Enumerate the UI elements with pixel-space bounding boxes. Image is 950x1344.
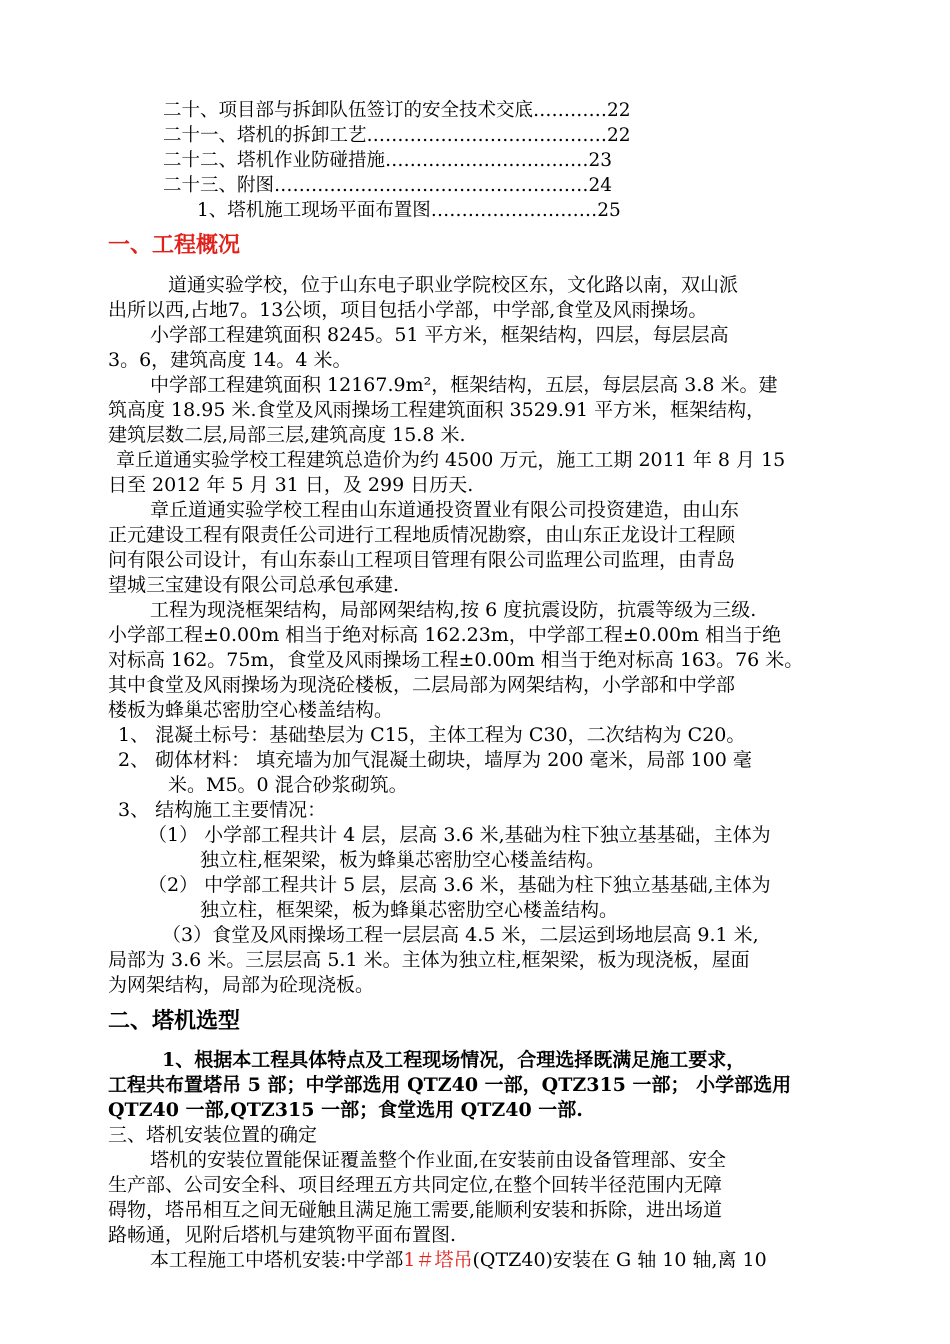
sub-list-item-continuation: 独立柱，框架梁，板为蜂巢芯密肋空心楼盖结构。 [200, 899, 619, 921]
paragraph-line: 路畅通，见附后塔机与建筑物平面布置图. [108, 1224, 457, 1246]
toc-entry-21: 二十一、塔机的拆卸工艺…………………………………22 [163, 125, 631, 146]
sub-list-item: （2） 中学部工程共计 5 层，层高 3.6 米，基础为柱下独立基基础,主体为 [148, 874, 771, 896]
section-heading-crane-selection: 二、塔机选型 [108, 1009, 241, 1034]
paragraph-line: 建筑层数二层,局部三层,建筑高度 15.8 米. [108, 424, 466, 446]
toc-entry-22: 二十二、塔机作业防碰措施……………………………23 [163, 150, 613, 171]
paragraph-line: 生产部、公司安全科、项目经理五方共同定位,在整个回转半径范围内无障 [108, 1174, 723, 1196]
list-item-continuation: 米。M5。0 混合砂浆砌筑。 [168, 774, 408, 796]
sub-list-item-continuation: 独立柱,框架梁，板为蜂巢芯密肋空心楼盖结构。 [200, 849, 606, 871]
crane-location-suffix: (QTZ40)安装在 G 轴 10 轴,离 10 [472, 1249, 767, 1271]
bold-paragraph-line: QTZ40 一部,QTZ315 一部；食堂选用 QTZ40 一部. [108, 1099, 583, 1121]
toc-entry-20: 二十、项目部与拆卸队伍签订的安全技术交底…………22 [163, 100, 631, 121]
crane-1-label: 1＃塔吊 [403, 1249, 473, 1271]
paragraph-line: 章丘道通实验学校工程由山东道通投资置业有限公司投资建造，由山东 [150, 499, 740, 521]
paragraph-line: 小学部工程±0.00m 相当于绝对标高 162.23m，中学部工程±0.00m 相当于绝 [108, 624, 782, 646]
paragraph-line: 局部为 3.6 米。三层层高 5.1 米。主体为独立柱,框架梁，板为现浇板，屋面 [108, 949, 750, 971]
paragraph-line: 其中食堂及风雨操场为现浇砼楼板，二层局部为网架结构，小学部和中学部 [108, 674, 736, 696]
paragraph-line: 小学部工程建筑面积 8245。51 平方米，框架结构，四层，每层层高 [150, 324, 729, 346]
paragraph-line: 正元建设工程有限责任公司进行工程地质情况勘察，由山东正龙设计工程顾 [108, 524, 736, 546]
paragraph-line: 为网架结构，局部为砼现浇板。 [108, 974, 375, 996]
paragraph-line: 日至 2012 年 5 月 31 日，及 299 日历天. [108, 474, 474, 496]
sub-list-item: （1） 小学部工程共计 4 层，层高 3.6 米,基础为柱下独立基基础，主体为 [148, 824, 771, 846]
paragraph-line: 塔机的安装位置能保证覆盖整个作业面,在安装前由设备管理部、安全 [150, 1149, 727, 1171]
paragraph-line: 楼板为蜂巢芯密肋空心楼盖结构。 [108, 699, 394, 721]
toc-entry-23: 二十三、附图……………………………………………24 [163, 175, 613, 196]
paragraph-line: 道通实验学校，位于山东电子职业学院校区东，文化路以南，双山派 [168, 274, 739, 296]
bold-paragraph-line: 1、根据本工程具体特点及工程现场情况，合理选择既满足施工要求， [162, 1049, 746, 1071]
paragraph-line: 问有限公司设计，有山东泰山工程项目管理有限公司监理公司监理，由青岛 [108, 549, 736, 571]
toc-entry-23-1: 1、塔机施工现场平面布置图………………………25 [197, 200, 621, 221]
list-item: 2、 砌体材料： 填充墙为加气混凝土砌块，墙厚为 200 毫米，局部 100 毫 [118, 749, 752, 771]
section-heading-overview: 一、工程概况 [108, 233, 241, 258]
paragraph-line: 中学部工程建筑面积 12167.9m²，框架结构，五层，每层层高 3.8 米。建 [150, 374, 778, 396]
paragraph-line: 3。6，建筑高度 14。4 米。 [108, 349, 352, 371]
bold-paragraph-line: 工程共布置塔吊 5 部；中学部选用 QTZ40 一部，QTZ315 一部； 小学部选用 [108, 1074, 792, 1096]
paragraph-line: 筑高度 18.95 米.食堂及风雨操场工程建筑面积 3529.91 平方米，框架结构， [108, 399, 766, 421]
section-heading-installation-position: 三、塔机安装位置的确定 [108, 1124, 318, 1146]
list-item: 1、 混凝土标号：基础垫层为 C15，主体工程为 C30，二次结构为 C20。 [118, 724, 746, 746]
sub-list-item: （3）食堂及风雨操场工程一层层高 4.5 米，二层运到场地层高 9.1 米, [162, 924, 759, 946]
paragraph-line: 望城三宝建设有限公司总承包承建. [108, 574, 400, 596]
paragraph-line: 章丘道通实验学校工程建筑总造价为约 4500 万元，施工工期 2011 年 8 月 15 [116, 449, 786, 471]
paragraph-line: 出所以西,占地7。13公顷，项目包括小学部，中学部,食堂及风雨操场。 [108, 299, 708, 321]
paragraph-line-crane-location [150, 1248, 767, 1272]
crane-location-prefix: 本工程施工中塔机安装:中学部 [150, 1249, 404, 1271]
paragraph-line: 工程为现浇框架结构，局部网架结构,按 6 度抗震设防，抗震等级为三级. [150, 599, 757, 621]
paragraph-line: 碍物，塔吊相互之间无碰触且满足施工需要,能顺利安装和拆除，进出场道 [108, 1199, 723, 1221]
paragraph-line: 对标高 162。75m，食堂及风雨操场工程±0.00m 相当于绝对标高 163。76 米。 [108, 649, 804, 671]
list-item: 3、 结构施工主要情况： [118, 799, 327, 821]
